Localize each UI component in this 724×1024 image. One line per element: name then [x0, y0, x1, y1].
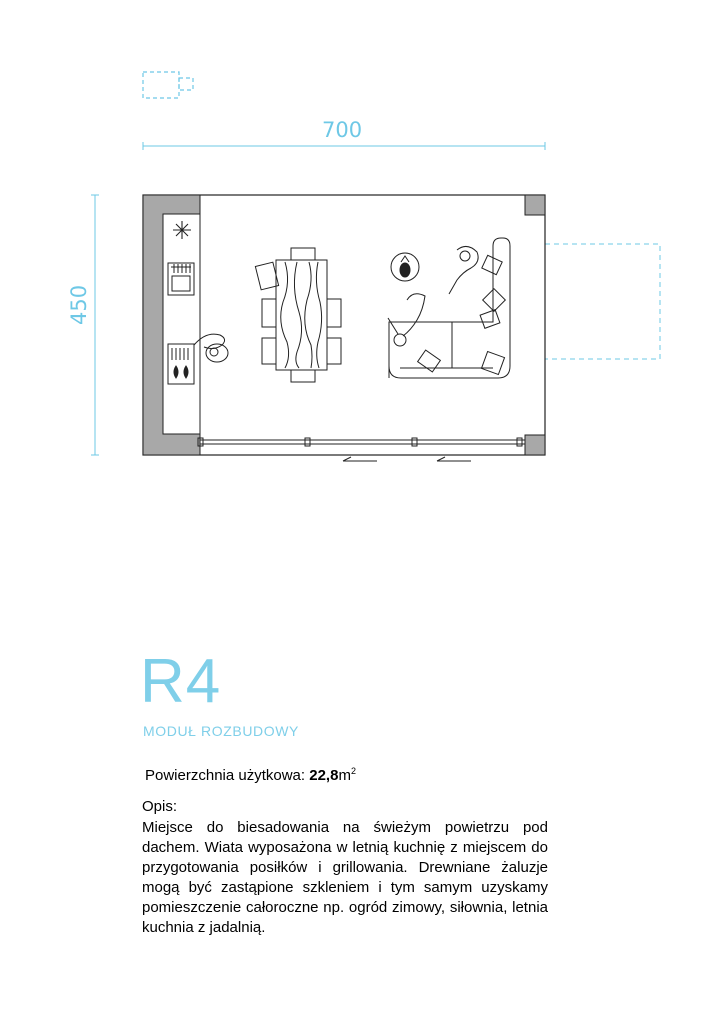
floor-plan: [0, 0, 724, 480]
kitchen-counter: [163, 214, 200, 434]
area-unit: m: [338, 767, 351, 784]
description-label: Opis:: [142, 798, 178, 815]
person-cook-icon: [194, 334, 228, 362]
dimension-height-line: [91, 195, 99, 455]
pineapple-icon: [391, 253, 419, 281]
sliding-louvre-track: [198, 438, 525, 446]
slide-arrow-icon: [343, 457, 471, 461]
module-subtitle: MODUŁ ROZBUDOWY: [143, 723, 299, 739]
module-code: R4: [140, 647, 222, 716]
corner-post-bottom-right: [525, 435, 545, 455]
grill-icon: [168, 344, 194, 384]
usable-area: [145, 766, 356, 784]
width-dimension-label: 700: [322, 118, 363, 142]
area-label: Powierzchnia użytkowa:: [145, 767, 306, 784]
extension-outline: [545, 244, 660, 359]
room-outline: [143, 195, 545, 455]
height-dimension-label: 450: [67, 284, 91, 325]
snowflake-icon: [173, 221, 191, 239]
corner-post-top-right: [525, 195, 545, 215]
area-unit-exponent: 2: [350, 766, 356, 776]
area-value: 22,8: [309, 767, 339, 784]
dining-table: [255, 248, 341, 382]
kitchen-wall: [143, 195, 200, 455]
sink-icon: [168, 263, 194, 295]
key-plan-icon: [143, 72, 193, 98]
dimension-width-line: [143, 142, 545, 150]
description-text: Miejsce do biesadowania na świeżym powietrzu pod dachem. Wiata wyposażona w letnią kuchnię z miejscem do przygotowania posiłków i grillowania. Drewniane żaluzje mogą być zastąpione szkleniem i tym samym uzyskamy pomieszczenie całoroczne np. ogród zimowy, siłownia, letnia kuchnia z jadalnią.: [142, 819, 548, 936]
